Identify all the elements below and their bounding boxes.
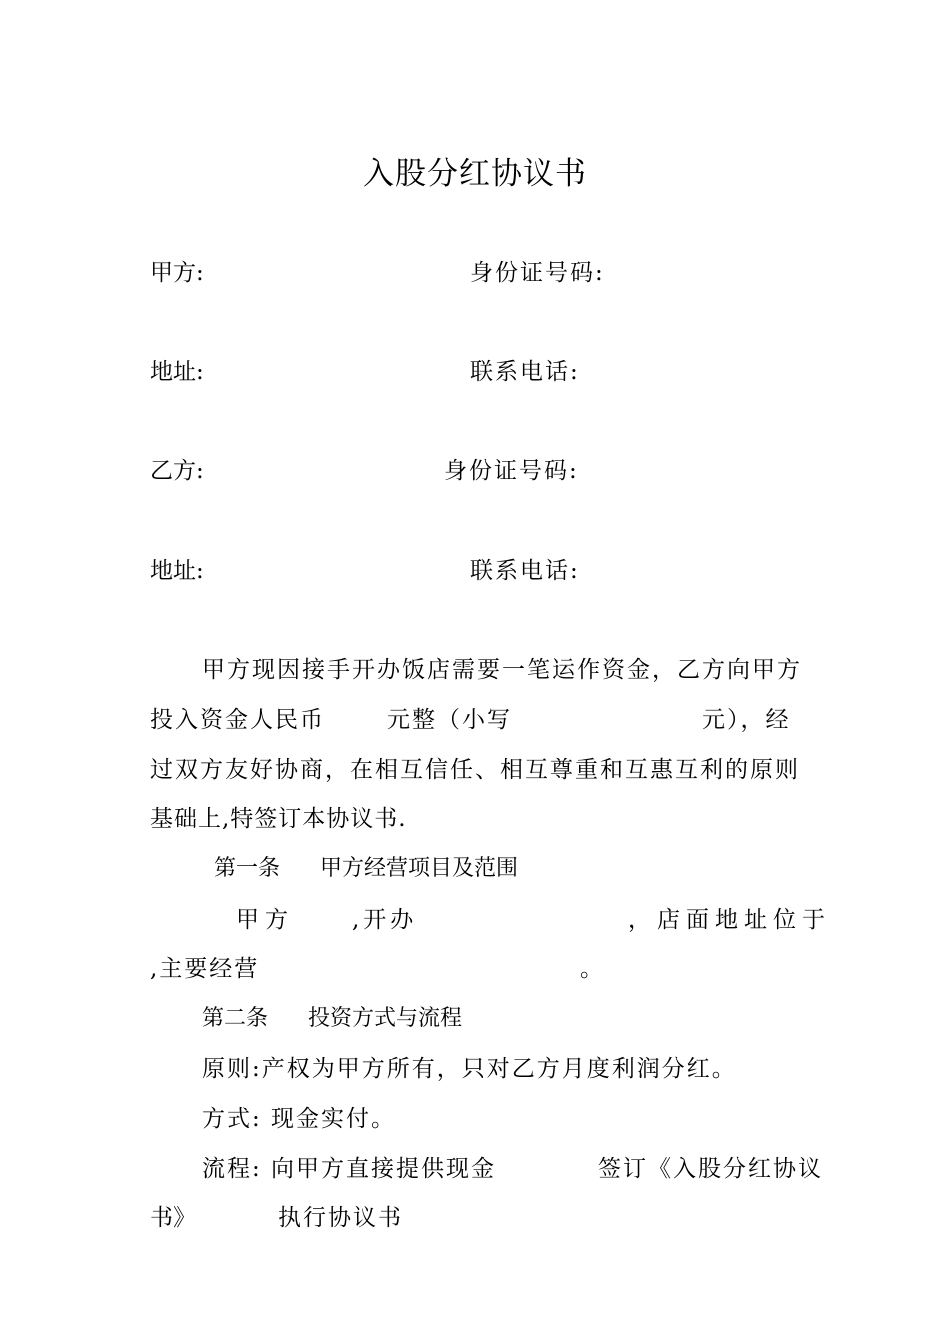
article-1-line-1a: 甲方	[236, 907, 294, 933]
party-a-phone-label: 联系电话:	[470, 359, 580, 385]
document-title: 入股分红协议书	[363, 156, 587, 192]
article-2-heading	[202, 1004, 462, 1034]
article-1-line-2b: 。	[580, 956, 603, 982]
party-b-phone-label: 联系电话:	[470, 558, 580, 584]
article-1-line-1c: ，店面地址位于	[628, 907, 831, 933]
article-2-process-b: 签订《入股分红协议	[598, 1156, 823, 1182]
intro-line-3: 过双方友好协商，在相互信任、相互尊重和互惠互利的原则	[150, 757, 800, 783]
party-b-id-label: 身份证号码:	[444, 458, 579, 484]
party-a-id-label: 身份证号码:	[470, 260, 605, 286]
article-2-principle: 原则:产权为甲方所有，只对乙方月度利润分红。	[202, 1056, 737, 1082]
intro-amount-label: 投入资金人民币	[150, 707, 325, 733]
party-b-name-label: 乙方:	[150, 458, 204, 484]
party-b-address-label: 地址:	[150, 558, 204, 584]
article-2-title: 投资方式与流程	[308, 1006, 463, 1031]
intro-amount-unit: 元整（小写	[387, 707, 512, 733]
party-a-name-label: 甲方:	[150, 260, 204, 286]
intro-line-1: 甲方现因接手开办饭店需要一笔运作资金，乙方向甲方	[202, 657, 802, 683]
article-1-heading	[214, 854, 518, 884]
party-a-address-label: 地址:	[150, 359, 204, 385]
article-2-process-c: 书》	[150, 1205, 196, 1231]
intro-line-4: 基础上,特签订本协议书.	[150, 806, 407, 832]
article-2-method: 方式: 现金实付。	[202, 1106, 397, 1132]
article-1-number: 第一条	[214, 856, 281, 881]
article-1-line-2a: ,主要经营	[150, 956, 260, 982]
article-1-title: 甲方经营项目及范围	[320, 856, 519, 881]
intro-line-2	[150, 705, 826, 735]
article-2-process-a: 流程: 向甲方直接提供现金	[202, 1156, 497, 1182]
article-2-number: 第二条	[202, 1006, 269, 1031]
article-2-process-d: 执行协议书	[278, 1205, 403, 1231]
article-1-line-1b: ,开办	[352, 907, 418, 933]
intro-amount-small-unit: 元），经	[702, 707, 791, 733]
